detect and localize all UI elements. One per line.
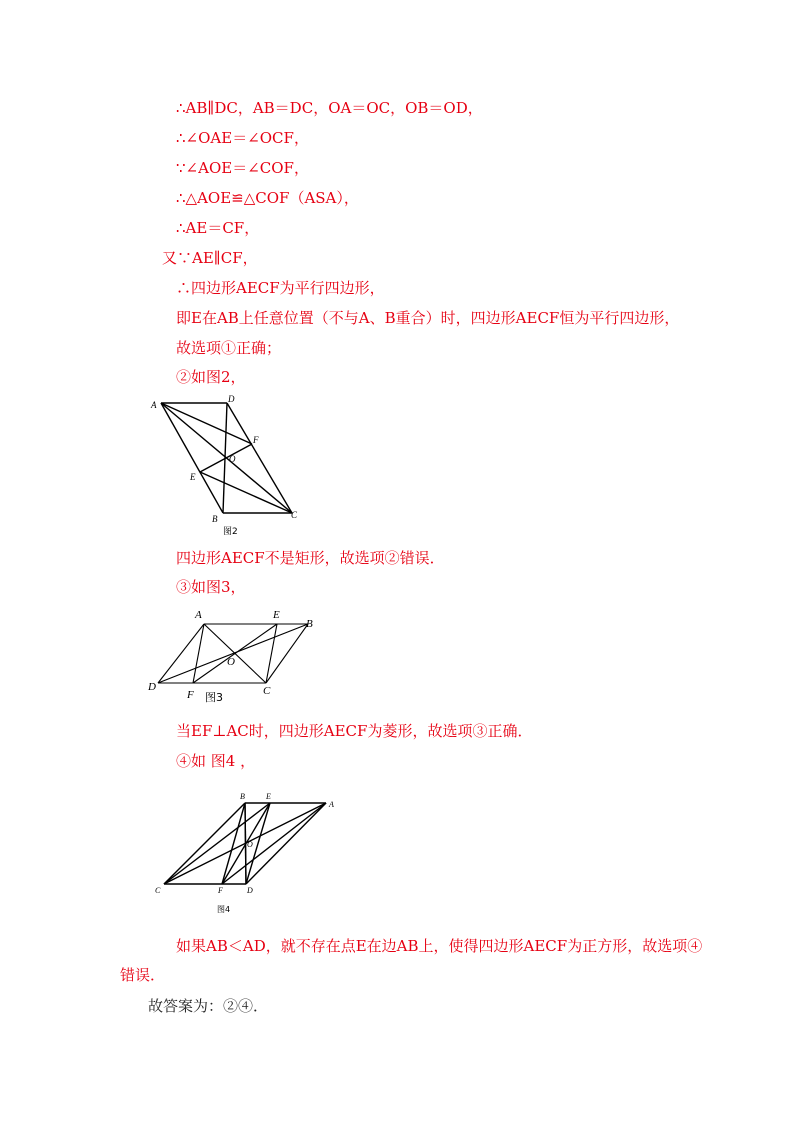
fig2-label-a: A <box>151 400 157 410</box>
fig3-seg-af <box>193 624 204 683</box>
fig2-edge-ba <box>161 403 223 513</box>
fig3-seg-ef <box>193 624 277 683</box>
proof-line-3: ∵∠AOE＝∠COF， <box>176 159 309 177</box>
fig3-caption: 图3 <box>205 691 223 704</box>
figure-4-conclusion: 如果AB＜AD，就不存在点E在边AB上，使得四边形AECF为正方形，故选项④ <box>176 937 703 955</box>
fig2-seg-ec <box>200 472 292 513</box>
fig4-caption: 图4 <box>217 905 231 914</box>
fig4-label-f: F <box>218 886 223 895</box>
fig3-label-d: D <box>148 681 156 693</box>
fig4-label-a: A <box>329 800 334 809</box>
fig3-label-o: O <box>227 656 235 668</box>
fig2-label-d: D <box>228 394 235 404</box>
figure-3-intro: ③如图3， <box>176 578 246 596</box>
fig3-label-f: F <box>187 689 194 701</box>
fig4-label-o: O <box>247 840 253 849</box>
fig4-label-e: E <box>266 792 271 801</box>
fig3-label-a: A <box>195 609 202 621</box>
fig2-label-b: B <box>212 514 218 524</box>
fig2-caption: 图2 <box>223 527 238 537</box>
proof-line-2: ∴∠OAE＝∠OCF， <box>176 129 309 147</box>
fig2-label-c: C <box>291 510 298 520</box>
figure-2 <box>140 392 320 542</box>
fig2-label-e: E <box>190 472 196 482</box>
figure-4 <box>145 787 355 917</box>
fig2-label-o: O <box>229 454 236 464</box>
proof-line-6: 又∵AE∥CF， <box>162 249 258 267</box>
figure-3-conclusion: 当EF⊥AC时，四边形AECF为菱形，故选项③正确． <box>176 722 533 740</box>
proof-line-4: ∴△AOE≌△COF（ASA）， <box>176 189 359 207</box>
figure-2-conclusion: 四边形AECF不是矩形，故选项②错误． <box>176 549 445 567</box>
fig3-label-c: C <box>263 685 271 697</box>
fig3-seg-ec <box>266 624 277 683</box>
fig3-label-b: B <box>306 618 313 630</box>
proof-line-7: ∴四边形AECF为平行四边形， <box>176 279 385 297</box>
fig2-label-f: F <box>253 435 259 445</box>
proof-line-5: ∴AE＝CF， <box>176 219 260 237</box>
final-answer: 故答案为：②④． <box>148 997 269 1015</box>
figure-4-conclusion-cont: 错误． <box>120 966 166 984</box>
figure-2-intro: ②如图2， <box>176 368 246 386</box>
proof-line-1: ∴AB∥DC，AB＝DC，OA＝OC，OB＝OD， <box>176 99 483 117</box>
proof-line-9: 故选项①正确； <box>176 339 282 357</box>
proof-line-8: 即E在AB上任意位置（不与A、B重合）时，四边形AECF恒为平行四边形， <box>176 309 680 327</box>
fig4-label-d: D <box>247 886 253 895</box>
fig4-seg-fa <box>222 803 326 884</box>
figure-3 <box>145 603 325 713</box>
fig2-edge-dc <box>227 403 292 513</box>
fig4-seg-ce <box>164 803 270 884</box>
fig3-label-e: E <box>273 609 280 621</box>
fig4-label-c: C <box>155 886 161 895</box>
fig4-label-b: B <box>240 792 245 801</box>
figure-4-intro: ④如 图4 ， <box>176 752 256 770</box>
